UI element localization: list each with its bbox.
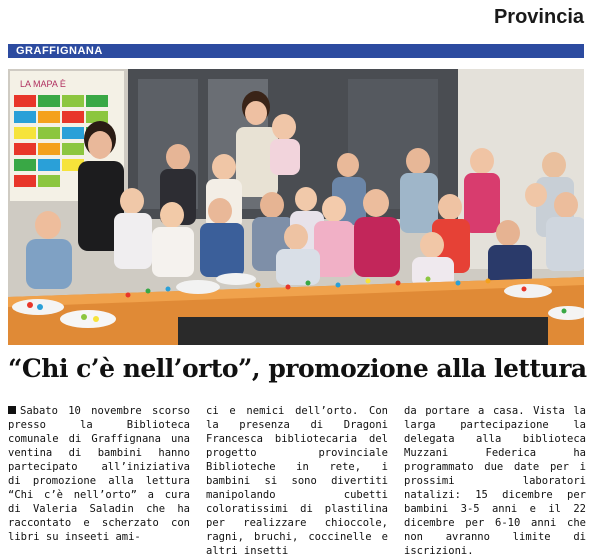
column-3-text: da portare a casa. Vista la larga partecipazione la delegata alla biblioteca Muzzani Federica ha programmato due date per i prossimi laboratori natalizi: 15 dicembre per bambini 3-5 anni e il 22 dicembre per 6-10 anni che non avranno limite di iscrizioni. bbox=[404, 405, 586, 557]
column-2 bbox=[206, 404, 388, 558]
column-2-text: ci e nemici dell’orto. Con la presenza di Dragoni Francesca bibliotecaria del progetto provinciale Biblioteche in rete, i bambini si sono divertiti manipolando cubetti coloratissimi di plastilina per realizzare chioccole, ragni, bruchi, coccinelle e altri insetti bbox=[206, 405, 388, 557]
locality-bar bbox=[8, 44, 584, 58]
bullet-square-icon bbox=[8, 406, 16, 414]
locality-label: GRAFFIGNANA bbox=[16, 45, 103, 57]
article-photo bbox=[8, 69, 584, 345]
column-1 bbox=[8, 404, 190, 558]
column-3 bbox=[404, 404, 586, 558]
section-title: Provincia bbox=[493, 6, 584, 28]
column-1-text: Sabato 10 novembre scorso presso la Biblioteca comunale di Graffignana una ventina di bambini hanno partecipato all’iniziativa di promozione alla lettura “Chi c’è nell’orto” a cura di Valeria Saladin che ha raccontato e scherzato con libri su inseeti ami- bbox=[8, 405, 190, 543]
poster-text: LA MAPA È bbox=[20, 79, 66, 89]
article-body bbox=[8, 404, 586, 558]
headline: “Chi c’è nell’orto”, promozione alla lettura bbox=[8, 354, 587, 383]
